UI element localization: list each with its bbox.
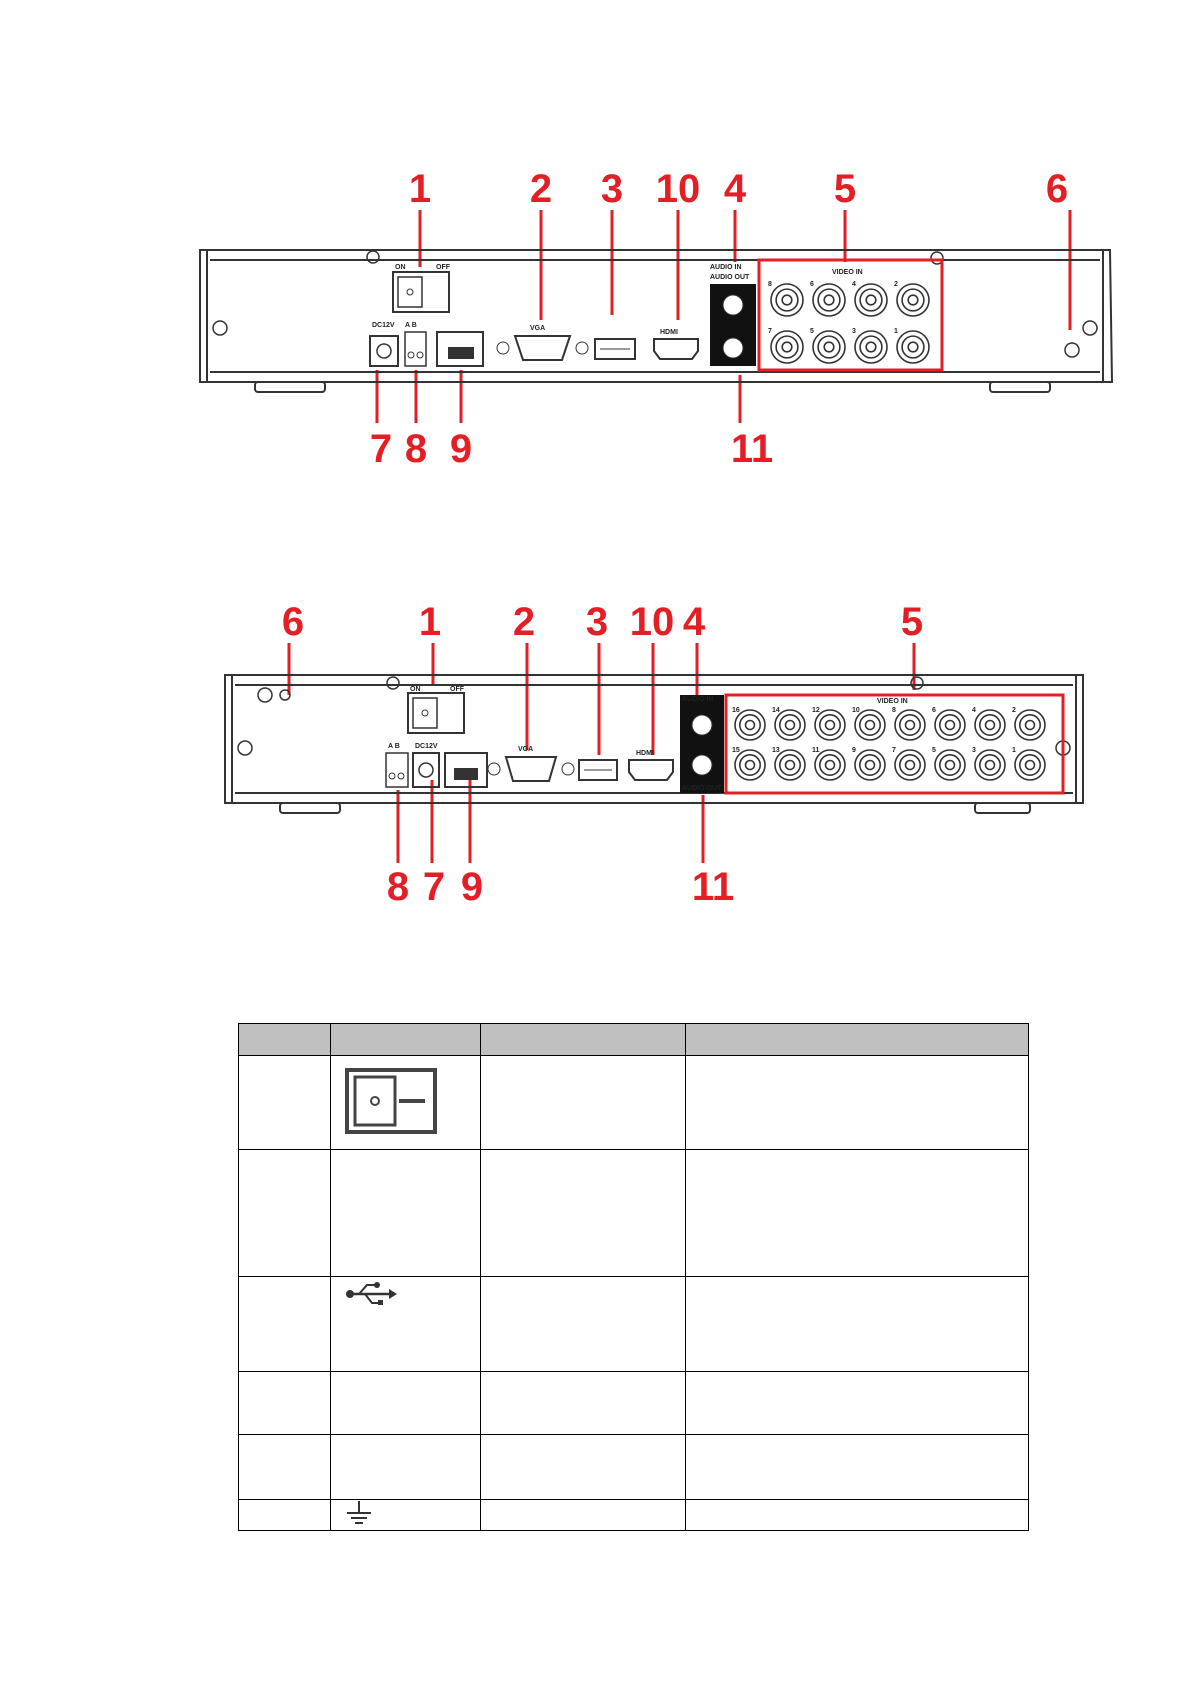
callout-5: 5	[833, 167, 857, 211]
vga-port-16ch	[488, 746, 574, 781]
callout-7: 7	[422, 865, 446, 909]
bnc-connector	[810, 281, 845, 316]
ground-icon	[345, 1501, 373, 1527]
bnc-connector	[894, 328, 929, 363]
table-cell	[686, 1500, 1029, 1531]
power-switch-8ch	[393, 264, 451, 312]
label-off: OFF	[436, 264, 450, 271]
label-vga: VGA	[530, 325, 546, 332]
table-header-cell	[331, 1024, 481, 1056]
table-cell	[331, 1150, 481, 1277]
bnc-connector	[1012, 747, 1045, 780]
bnc-channel-label: 16	[732, 707, 740, 714]
bnc-connector	[892, 747, 925, 780]
table-row	[239, 1056, 1029, 1150]
bnc-connector	[768, 281, 803, 316]
table-header-cell	[239, 1024, 331, 1056]
table-cell	[239, 1277, 331, 1372]
bnc-channel-label: 5	[932, 747, 936, 754]
callout-6: 6	[281, 600, 305, 644]
callout-8: 8	[386, 865, 410, 909]
callout-4: 4	[682, 600, 706, 644]
video-in-block-8ch	[759, 260, 942, 370]
callout-1: 1	[408, 167, 432, 211]
hdmi-port-8ch	[654, 329, 698, 359]
audio-block-8ch	[710, 264, 756, 366]
usb-port-8ch	[595, 339, 635, 359]
bnc-channel-label: 3	[972, 747, 976, 754]
bnc-connector	[932, 707, 965, 740]
bnc-connector	[972, 747, 1005, 780]
table-cell	[686, 1277, 1029, 1372]
rear-panel-figure-8ch	[0, 150, 1191, 480]
bnc-channel-label: 6	[810, 281, 814, 288]
rs485-terminal-16ch	[386, 743, 408, 787]
callout-10: 10	[629, 600, 675, 644]
callout-2: 2	[529, 167, 553, 211]
table-cell	[331, 1372, 481, 1435]
vga-port-8ch	[497, 325, 588, 360]
chassis-8ch	[200, 250, 1112, 392]
table-cell	[686, 1372, 1029, 1435]
rs485-terminal-8ch	[405, 322, 426, 366]
callout-3: 3	[585, 600, 609, 644]
bnc-connector	[932, 747, 965, 780]
table-row	[239, 1500, 1029, 1531]
table-cell	[239, 1372, 331, 1435]
bnc-connector	[852, 328, 887, 363]
usb-port-16ch	[579, 760, 617, 780]
power-switch-16ch	[408, 686, 465, 733]
label-ab: A B	[388, 743, 400, 750]
table-header-cell	[686, 1024, 1029, 1056]
bnc-channel-label: 2	[894, 281, 898, 288]
rear-panel-ports-table	[238, 1023, 1029, 1531]
bnc-connector	[772, 707, 805, 740]
callout-9: 9	[460, 865, 484, 909]
power-switch-icon	[345, 1068, 437, 1134]
label-audio-out: AUDIO OUT	[710, 274, 750, 281]
table-cell	[481, 1500, 686, 1531]
table-cell-icon	[331, 1056, 481, 1150]
usb-icon	[345, 1281, 397, 1307]
rear-panel-diagram-16ch	[0, 595, 1191, 925]
rear-panel-figure-16ch	[0, 595, 1191, 925]
bnc-channel-label: 11	[812, 747, 820, 754]
label-off: OFF	[450, 686, 464, 693]
table-cell	[686, 1056, 1029, 1150]
label-ab: A B	[405, 322, 417, 329]
table-cell	[239, 1056, 331, 1150]
bnc-connector	[812, 707, 845, 740]
table-cell-icon	[331, 1277, 481, 1372]
bnc-connector	[810, 328, 845, 363]
bnc-channel-label: 8	[892, 707, 896, 714]
table-row	[239, 1150, 1029, 1277]
bnc-channel-label: 3	[852, 328, 856, 335]
table-cell-icon	[331, 1500, 481, 1531]
callout-5: 5	[900, 600, 924, 644]
bnc-connector	[892, 707, 925, 740]
bnc-channel-label: 6	[932, 707, 936, 714]
bnc-channel-label: 5	[810, 328, 814, 335]
callout-8: 8	[404, 427, 428, 471]
rear-panel-diagram-8ch	[0, 150, 1191, 480]
bnc-connector	[894, 281, 929, 316]
label-dc12v: DC12V	[372, 322, 395, 329]
bnc-connector	[812, 747, 845, 780]
dc12v-jack-8ch	[370, 322, 398, 366]
hdmi-port-16ch	[629, 750, 673, 780]
bnc-channel-label: 7	[892, 747, 896, 754]
bnc-connector	[852, 281, 887, 316]
table-cell	[481, 1372, 686, 1435]
bnc-connector	[768, 328, 803, 363]
callout-3: 3	[600, 167, 624, 211]
bnc-connector	[972, 707, 1005, 740]
label-audio-out: AUDIO OUT	[682, 785, 722, 792]
callout-4: 4	[723, 167, 747, 211]
bnc-connector	[732, 707, 765, 740]
table-cell	[481, 1435, 686, 1500]
bnc-channel-label: 4	[972, 707, 976, 714]
table-cell	[239, 1500, 331, 1531]
callout-11: 11	[691, 865, 735, 909]
bnc-connectors-8ch	[768, 281, 929, 363]
bnc-channel-label: 1	[894, 328, 898, 335]
label-on: ON	[410, 686, 421, 693]
label-video-in: VIDEO IN	[832, 269, 863, 276]
label-audio-in: AUDIO IN	[682, 696, 714, 703]
network-port-8ch	[437, 332, 483, 366]
bnc-connector	[852, 747, 885, 780]
bnc-channel-label: 15	[732, 747, 740, 754]
label-vga: VGA	[518, 746, 534, 753]
bnc-connector	[1012, 707, 1045, 740]
table-cell	[686, 1435, 1029, 1500]
callout-2: 2	[512, 600, 536, 644]
table-cell	[331, 1435, 481, 1500]
label-on: ON	[395, 264, 406, 271]
network-port-16ch	[445, 753, 487, 787]
bnc-connector	[732, 747, 765, 780]
bnc-channel-label: 7	[768, 328, 772, 335]
callout-9: 9	[449, 427, 473, 471]
label-dc12v: DC12V	[415, 743, 438, 750]
bnc-channel-label: 10	[852, 707, 860, 714]
bnc-connectors-16ch	[732, 707, 1045, 780]
label-hdmi: HDMI	[636, 750, 654, 757]
bnc-connector	[772, 747, 805, 780]
audio-block-16ch	[680, 695, 724, 793]
table-header-cell	[481, 1024, 686, 1056]
bnc-channel-label: 4	[852, 281, 856, 288]
label-video-in: VIDEO IN	[877, 698, 908, 705]
bnc-channel-label: 13	[772, 747, 780, 754]
bnc-channel-label: 12	[812, 707, 820, 714]
dc12v-jack-16ch	[413, 743, 439, 787]
bnc-channel-label: 8	[768, 281, 772, 288]
bnc-connector	[852, 707, 885, 740]
table-cell	[481, 1056, 686, 1150]
table-cell	[481, 1277, 686, 1372]
callout-7: 7	[369, 427, 393, 471]
table-row	[239, 1277, 1029, 1372]
table-cell	[239, 1435, 331, 1500]
table-cell	[239, 1150, 331, 1277]
table-cell	[481, 1150, 686, 1277]
callout-10: 10	[655, 167, 701, 211]
callout-1: 1	[418, 600, 442, 644]
label-hdmi: HDMI	[660, 329, 678, 336]
label-audio-in: AUDIO IN	[710, 264, 742, 271]
table-cell	[686, 1150, 1029, 1277]
bnc-channel-label: 2	[1012, 707, 1016, 714]
bnc-channel-label: 9	[852, 747, 856, 754]
table-row	[239, 1372, 1029, 1435]
table-header-row	[239, 1024, 1029, 1056]
table-row	[239, 1435, 1029, 1500]
bnc-channel-label: 14	[772, 707, 780, 714]
callout-6: 6	[1045, 167, 1069, 211]
video-in-block-16ch	[726, 695, 1063, 793]
callout-11: 11	[730, 427, 774, 471]
bnc-channel-label: 1	[1012, 747, 1016, 754]
